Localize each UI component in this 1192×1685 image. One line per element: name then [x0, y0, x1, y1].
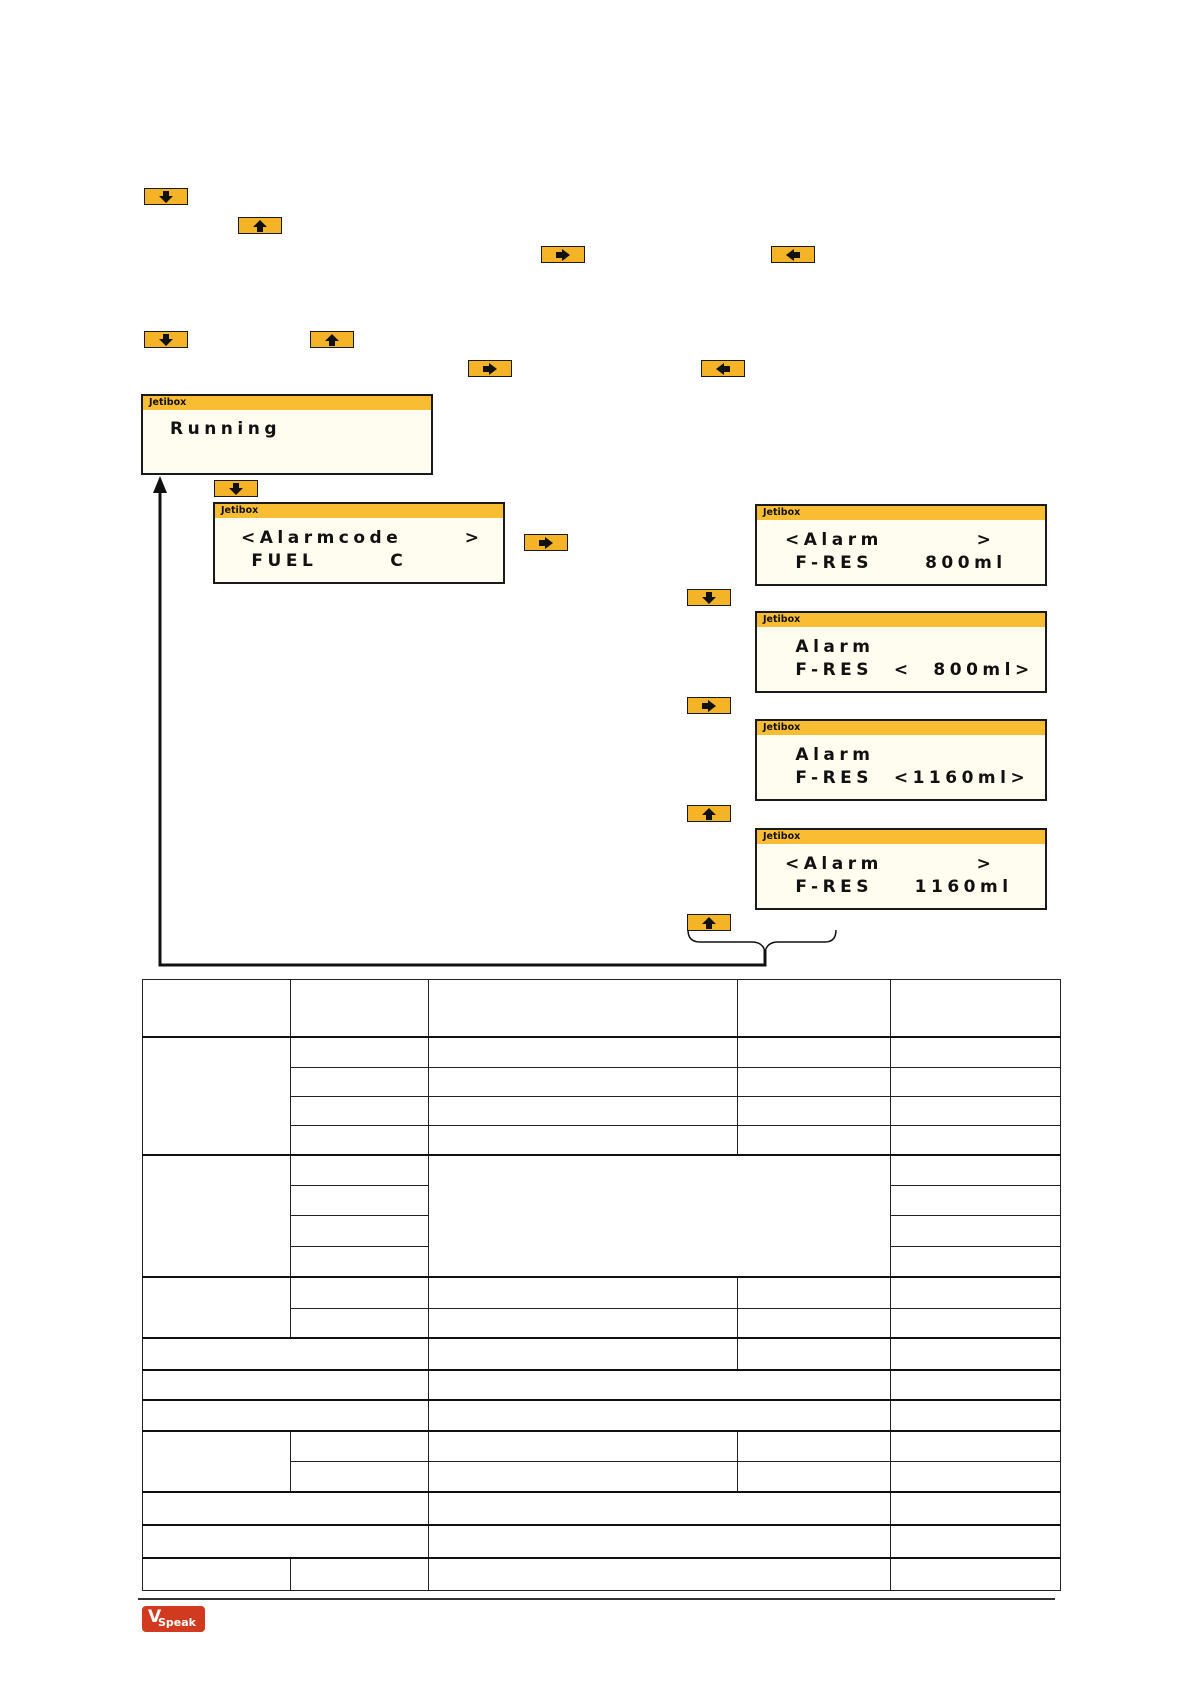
- jetibox-header: Jetibox: [757, 613, 1045, 627]
- table-cell: [429, 1126, 738, 1155]
- table-cell: [891, 1067, 1061, 1096]
- down-arrow-button[interactable]: [214, 480, 258, 497]
- footer-rule: [138, 1598, 1055, 1600]
- table-row: [143, 1155, 1061, 1185]
- table-cell: [429, 1277, 738, 1308]
- table-cell: [429, 1037, 738, 1067]
- table-cell: [891, 1308, 1061, 1338]
- table-cell: [891, 1492, 1061, 1525]
- jetibox-line-2: F-RES 800ml: [785, 553, 1007, 573]
- table-cell: [143, 980, 291, 1037]
- table-cell: [143, 1400, 429, 1431]
- table-cell: [291, 1247, 429, 1277]
- table-cell: [291, 1185, 429, 1215]
- table-cell: [738, 1431, 891, 1461]
- table-cell: [429, 1338, 738, 1369]
- table-cell: [429, 1431, 738, 1461]
- jetibox-line-2: FUEL C: [241, 551, 408, 571]
- table-cell: [143, 1277, 291, 1338]
- table-cell: [429, 1308, 738, 1338]
- table-cell: [891, 1461, 1061, 1491]
- jetibox-header: Jetibox: [757, 830, 1045, 844]
- table-cell: [291, 1096, 429, 1125]
- arrow-right-icon: [539, 537, 553, 549]
- table-cell: [891, 1247, 1061, 1277]
- table-cell: [891, 1185, 1061, 1215]
- jetibox-line-2: F-RES <1160ml>: [785, 768, 1030, 788]
- parameter-table: [142, 979, 1061, 1591]
- table-cell: [291, 1215, 429, 1246]
- table-cell: [429, 1558, 891, 1590]
- table-cell: [738, 1096, 891, 1125]
- table-cell: [291, 1431, 429, 1461]
- table-cell: [891, 1370, 1061, 1400]
- arrow-right-icon: [702, 700, 716, 712]
- table-cell: [429, 1492, 891, 1525]
- jetibox-header: Jetibox: [143, 396, 431, 410]
- table-cell: [291, 1067, 429, 1096]
- table-cell: [143, 1037, 291, 1155]
- table-cell: [429, 1370, 891, 1400]
- table-cell: [738, 1277, 891, 1308]
- table-row: [143, 1492, 1061, 1525]
- right-arrow-button[interactable]: [524, 534, 568, 551]
- table-cell: [429, 1461, 738, 1491]
- table-cell: [891, 1096, 1061, 1125]
- table-cell: [291, 1308, 429, 1338]
- table-header-row: [143, 980, 1061, 1037]
- table-cell: [738, 1461, 891, 1491]
- jetibox-alarmcode-screen: [213, 502, 505, 584]
- jetibox-alarm-screen-2: [755, 611, 1047, 693]
- table-row: [143, 1400, 1061, 1431]
- table-cell: [891, 1215, 1061, 1246]
- logo-v: V: [148, 1607, 162, 1627]
- up-arrow-button[interactable]: [687, 914, 731, 931]
- table-row: [143, 1338, 1061, 1369]
- jetibox-line-1: <Alarmcode >: [241, 528, 484, 548]
- table-cell: [143, 1370, 429, 1400]
- table-cell: [891, 1558, 1061, 1590]
- table-cell: [143, 1431, 291, 1491]
- table-cell: [891, 1338, 1061, 1369]
- table-cell: [891, 1525, 1061, 1558]
- up-arrow-button[interactable]: [687, 805, 731, 822]
- table-cell: [429, 1525, 891, 1558]
- table-cell: [738, 1126, 891, 1155]
- jetibox-line-1: <Alarm >: [785, 854, 996, 874]
- arrow-down-icon: [229, 483, 243, 495]
- jetibox-header: Jetibox: [757, 506, 1045, 520]
- table-cell: [429, 1155, 891, 1277]
- table-cell: [429, 1400, 891, 1431]
- jetibox-line-1: Alarm: [785, 637, 875, 657]
- table-cell: [291, 1277, 429, 1308]
- down-arrow-button[interactable]: [687, 589, 731, 606]
- arrow-down-icon: [702, 592, 716, 604]
- table-cell: [143, 1492, 429, 1525]
- table-cell: [143, 1155, 291, 1277]
- table-cell: [891, 1037, 1061, 1067]
- table-cell: [291, 1155, 429, 1185]
- table-row: [143, 1558, 1061, 1590]
- table-cell: [891, 1400, 1061, 1431]
- arrow-up-icon: [702, 917, 716, 929]
- table-cell: [891, 980, 1061, 1037]
- jetibox-line-2: F-RES 1160ml: [785, 877, 1013, 897]
- table-cell: [143, 1525, 429, 1558]
- table-cell: [891, 1155, 1061, 1185]
- table-cell: [738, 980, 891, 1037]
- table-cell: [891, 1431, 1061, 1461]
- jetibox-line-2: F-RES < 800ml>: [785, 660, 1034, 680]
- table-cell: [291, 980, 429, 1037]
- table-cell: [291, 1037, 429, 1067]
- jetibox-line-1: Running: [170, 419, 281, 439]
- table-row: [143, 1037, 1061, 1067]
- jetibox-alarm-screen-3: [755, 719, 1047, 801]
- vspeak-logo: [142, 1606, 205, 1632]
- logo-text: Speak: [158, 1616, 196, 1629]
- jetibox-alarm-screen-4: [755, 828, 1047, 910]
- table-cell: [291, 1461, 429, 1491]
- jetibox-alarm-screen-1: [755, 504, 1047, 586]
- table-cell: [738, 1338, 891, 1369]
- table-cell: [891, 1277, 1061, 1308]
- jetibox-line-1: Alarm: [785, 745, 875, 765]
- jetibox-header: Jetibox: [757, 721, 1045, 735]
- table-cell: [291, 1126, 429, 1155]
- table-cell: [429, 1067, 738, 1096]
- table-cell: [891, 1126, 1061, 1155]
- table-cell: [143, 1558, 291, 1590]
- table-cell: [738, 1067, 891, 1096]
- table-row: [143, 1277, 1061, 1308]
- table-cell: [738, 1308, 891, 1338]
- jetibox-header: Jetibox: [215, 504, 503, 518]
- table-cell: [429, 980, 738, 1037]
- table-row: [143, 1370, 1061, 1400]
- table-row: [143, 1431, 1061, 1461]
- table-row: [143, 1525, 1061, 1558]
- table-cell: [429, 1096, 738, 1125]
- table-cell: [291, 1558, 429, 1590]
- jetibox-line-1: <Alarm >: [785, 530, 996, 550]
- table-cell: [143, 1338, 429, 1369]
- right-arrow-button[interactable]: [687, 697, 731, 714]
- table-cell: [738, 1037, 891, 1067]
- arrow-up-icon: [702, 808, 716, 820]
